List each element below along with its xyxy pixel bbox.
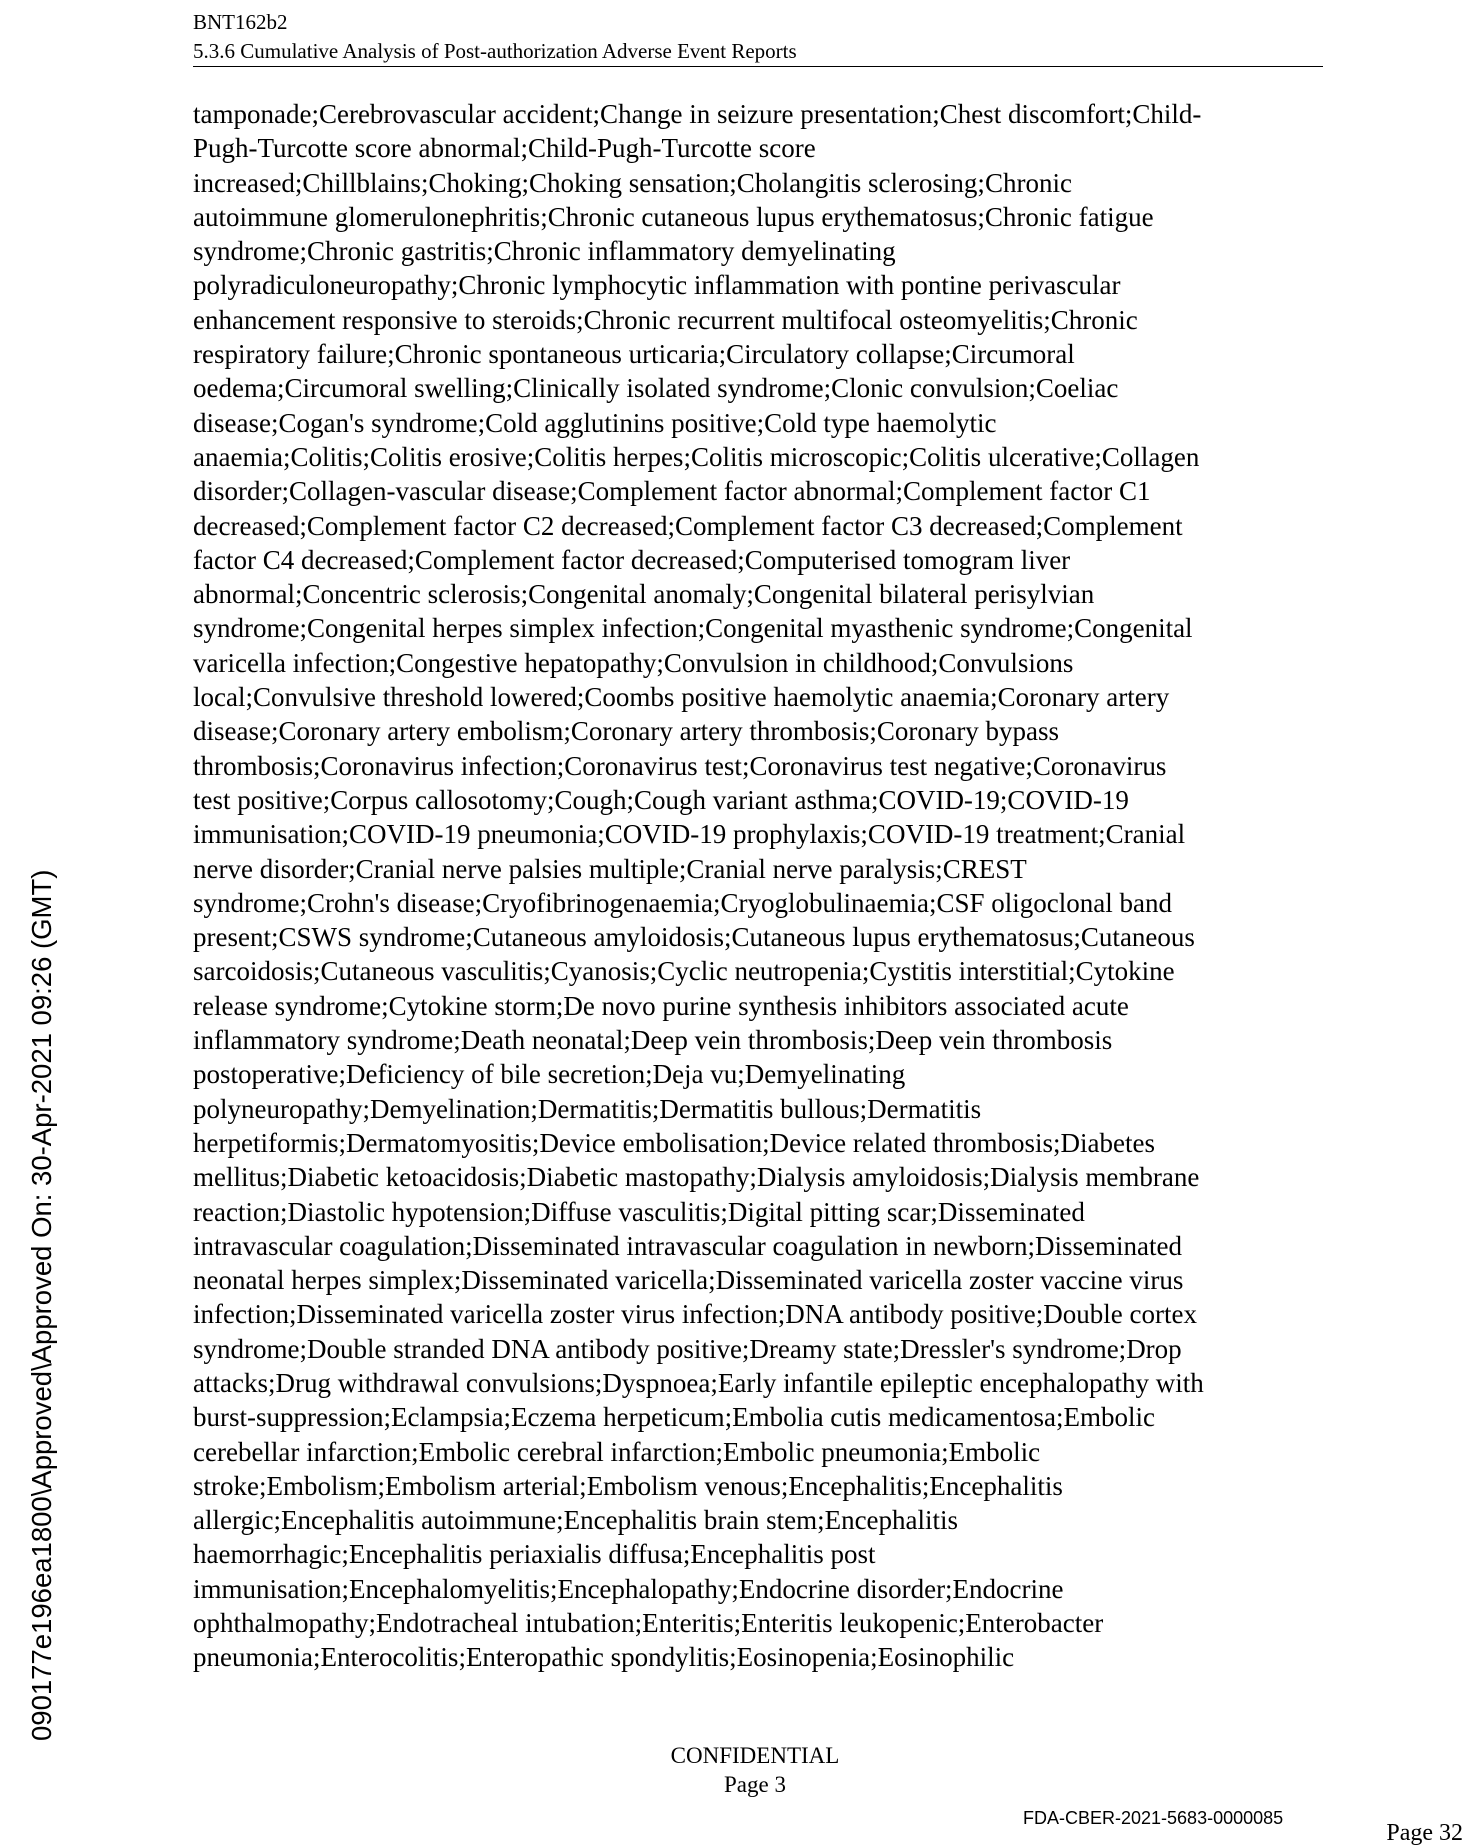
body-text-line: haemorrhagic;Encephalitis periaxialis diffusa;Encephalitis post: [193, 1539, 876, 1570]
body-text-line: anaemia;Colitis;Colitis erosive;Colitis herpes;Colitis microscopic;Colitis ulcerative;Collagen: [193, 441, 1200, 472]
body-text-line: disease;Coronary artery embolism;Coronary artery thrombosis;Coronary bypass: [193, 716, 1060, 747]
body-text-line: syndrome;Crohn's disease;Cryofibrinogenaemia;Cryoglobulinaemia;CSF oligoclonal band: [193, 887, 1172, 918]
body-text-line: attacks;Drug withdrawal convulsions;Dyspnoea;Early infantile epileptic encephalopathy with: [193, 1367, 1204, 1398]
body-text-line: pneumonia;Enterocolitis;Enteropathic spondylitis;Eosinopenia;Eosinophilic: [193, 1642, 1015, 1673]
fda-document-id: FDA-CBER-2021-5683-0000085: [1023, 1808, 1284, 1828]
body-text-line: thrombosis;Coronavirus infection;Coronavirus test;Coronavirus test negative;Coronavirus: [193, 750, 1167, 781]
body-text-line: mellitus;Diabetic ketoacidosis;Diabetic mastopathy;Dialysis amyloidosis;Dialysis membrane: [193, 1162, 1200, 1193]
body-text-line: syndrome;Double stranded DNA antibody positive;Dreamy state;Dressler's syndrome;Drop: [193, 1333, 1182, 1364]
body-text-line: polyradiculoneuropathy;Chronic lymphocytic inflammation with pontine perivascular: [193, 270, 1121, 301]
body-text: [193, 97, 1323, 1675]
page-label: Page 32: [1386, 1820, 1463, 1846]
body-text-line: disorder;Collagen-vascular disease;Complement factor abnormal;Complement factor C1: [193, 476, 1151, 507]
body-text-line: oedema;Circumoral swelling;Clinically isolated syndrome;Clonic convulsion;Coeliac: [193, 373, 1119, 404]
body-text-line: reaction;Diastolic hypotension;Diffuse vasculitis;Digital pitting scar;Disseminated: [193, 1196, 1085, 1227]
body-text-line: respiratory failure;Chronic spontaneous urticaria;Circulatory collapse;Circumoral: [193, 339, 1075, 370]
body-text-line: burst-suppression;Eclampsia;Eczema herpeticum;Embolia cutis medicamentosa;Embolic: [193, 1402, 1155, 1433]
body-text-line: test positive;Corpus callosotomy;Cough;Cough variant asthma;COVID-19;COVID-19: [193, 784, 1129, 815]
body-text-line: postoperative;Deficiency of bile secretion;Deja vu;Demyelinating: [193, 1059, 906, 1090]
body-text-line: intravascular coagulation;Disseminated intravascular coagulation in newborn;Disseminated: [193, 1230, 1182, 1261]
approval-stamp: 090177e196ea1800\Approved\Approved On: 30-Apr-2021 09:26 (GMT): [26, 869, 57, 1741]
body-text-line: infection;Disseminated varicella zoster virus infection;DNA antibody positive;Double cortex: [193, 1299, 1197, 1330]
body-text-line: autoimmune glomerulonephritis;Chronic cutaneous lupus erythematosus;Chronic fatigue: [193, 201, 1154, 232]
body-text-line: herpetiformis;Dermatomyositis;Device embolisation;Device related thrombosis;Diabetes: [193, 1127, 1155, 1158]
document-id: BNT162b2: [193, 10, 288, 34]
body-text-line: release syndrome;Cytokine storm;De novo purine synthesis inhibitors associated acute: [193, 990, 1129, 1021]
body-text-line: decreased;Complement factor C2 decreased;Complement factor C3 decreased;Complement: [193, 510, 1183, 541]
body-text-line: polyneuropathy;Demyelination;Dermatitis;Dermatitis bullous;Dermatitis: [193, 1093, 982, 1124]
body-text-line: present;CSWS syndrome;Cutaneous amyloidosis;Cutaneous lupus erythematosus;Cutaneous: [193, 922, 1195, 953]
body-text-line: varicella infection;Congestive hepatopathy;Convulsion in childhood;Convulsions: [193, 647, 1074, 678]
body-text-line: immunisation;COVID-19 pneumonia;COVID-19 prophylaxis;COVID-19 treatment;Cranial: [193, 819, 1186, 850]
body-text-line: allergic;Encephalitis autoimmune;Encephalitis brain stem;Encephalitis: [193, 1505, 959, 1536]
body-text-line: Pugh-Turcotte score abnormal;Child-Pugh-Turcotte score: [193, 133, 816, 164]
body-text-line: cerebellar infarction;Embolic cerebral infarction;Embolic pneumonia;Embolic: [193, 1436, 1041, 1467]
section-title: 5.3.6 Cumulative Analysis of Post-authorization Adverse Event Reports: [193, 39, 797, 63]
body-text-line: inflammatory syndrome;Death neonatal;Deep vein thrombosis;Deep vein thrombosis: [193, 1025, 1113, 1056]
body-text-line: nerve disorder;Cranial nerve palsies multiple;Cranial nerve paralysis;CREST: [193, 853, 1027, 884]
page-header: [193, 8, 1323, 67]
body-text-line: disease;Cogan's syndrome;Cold agglutinins positive;Cold type haemolytic: [193, 407, 997, 438]
confidential-label: CONFIDENTIAL: [670, 1743, 840, 1768]
body-text-line: factor C4 decreased;Complement factor decreased;Computerised tomogram liver: [193, 544, 1071, 575]
page-number: Page 3: [724, 1772, 786, 1797]
body-text-line: increased;Chillblains;Choking;Choking sensation;Cholangitis sclerosing;Chronic: [193, 167, 1072, 198]
body-text-line: syndrome;Chronic gastritis;Chronic inflammatory demyelinating: [193, 236, 896, 267]
body-text-line: immunisation;Encephalomyelitis;Encephalopathy;Endocrine disorder;Endocrine: [193, 1573, 1064, 1604]
body-text-line: stroke;Embolism;Embolism arterial;Embolism venous;Encephalitis;Encephalitis: [193, 1470, 1063, 1501]
body-text-line: neonatal herpes simplex;Disseminated varicella;Disseminated varicella zoster vaccine virus: [193, 1265, 1184, 1296]
body-text-line: local;Convulsive threshold lowered;Coombs positive haemolytic anaemia;Coronary artery: [193, 682, 1170, 713]
body-text-line: enhancement responsive to steroids;Chronic recurrent multifocal osteomyelitis;Chronic: [193, 304, 1138, 335]
body-text-line: sarcoidosis;Cutaneous vasculitis;Cyanosis;Cyclic neutropenia;Cystitis interstitial;Cytokine: [193, 956, 1175, 987]
body-text-line: ophthalmopathy;Endotracheal intubation;Enteritis;Enteritis leukopenic;Enterobacter: [193, 1608, 1104, 1639]
body-text-line: abnormal;Concentric sclerosis;Congenital anomaly;Congenital bilateral perisylvian: [193, 579, 1095, 610]
body-text-line: tamponade;Cerebrovascular accident;Change in seizure presentation;Chest discomfort;Child-: [193, 99, 1202, 129]
body-text-line: syndrome;Congenital herpes simplex infection;Congenital myasthenic syndrome;Congenital: [193, 613, 1193, 644]
